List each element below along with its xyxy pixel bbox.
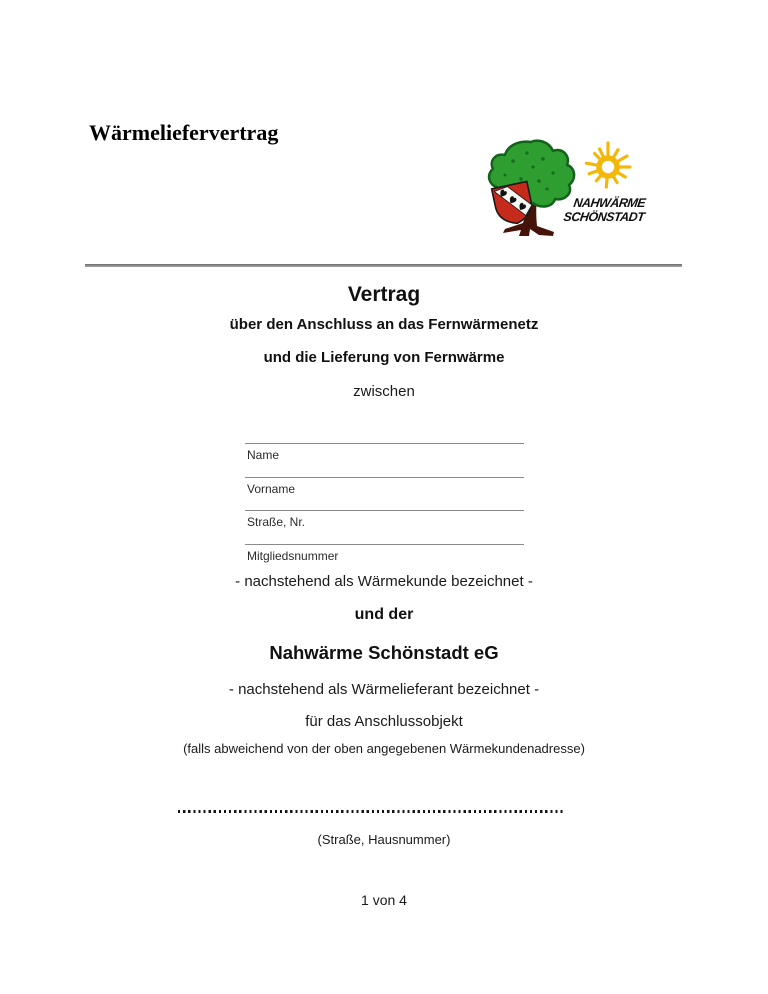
connector-text: und der: [354, 606, 414, 623]
object-note: (falls abweichend von der oben angegebenen Wärmekundenadresse): [183, 741, 585, 756]
customer-designation: - nachstehend als Wärmekunde bezeichnet -: [235, 573, 533, 590]
customer-fields: [245, 443, 524, 577]
page-number: 1 von 4: [361, 892, 407, 908]
contract-subtitle-2: und die Lieferung von Fernwärme: [263, 349, 505, 366]
name-field-label: Name: [247, 448, 280, 462]
contract-heading: Vertrag: [347, 283, 421, 306]
object-intro: für das Anschlussobjekt: [305, 713, 463, 730]
field-row-vorname: [245, 477, 524, 511]
nahwaerme-schoenstadt-logo: [487, 139, 652, 239]
field-row-strasse: [245, 510, 524, 544]
logo-text-line2: SCHÖNSTADT: [562, 210, 646, 224]
supplier-designation: - nachstehend als Wärmelieferant bezeichnet -: [228, 681, 540, 698]
separator-rule: [85, 264, 682, 267]
strasse-field-label: Straße, Nr.: [247, 515, 306, 529]
address-caption: (Straße, Hausnummer): [317, 832, 451, 847]
between-label: zwischen: [353, 383, 415, 400]
sun-icon: [586, 143, 630, 187]
field-row-mitgliedsnummer: [245, 544, 524, 578]
mitgliedsnummer-field-label: Mitgliedsnummer: [247, 548, 339, 563]
field-row-name: [245, 443, 524, 477]
logo-text-line1: NAHWÄRME: [572, 196, 647, 210]
vorname-field-label: Vorname: [247, 481, 296, 496]
contract-subtitle-1: über den Anschluss an das Fernwärmenetz: [229, 316, 539, 333]
document-title: Wärmeliefervertrag: [89, 120, 279, 145]
supplier-name: Nahwärme Schönstadt eG: [269, 642, 499, 663]
logo-wordmark: [563, 195, 648, 224]
address-fill-line: [178, 810, 565, 813]
